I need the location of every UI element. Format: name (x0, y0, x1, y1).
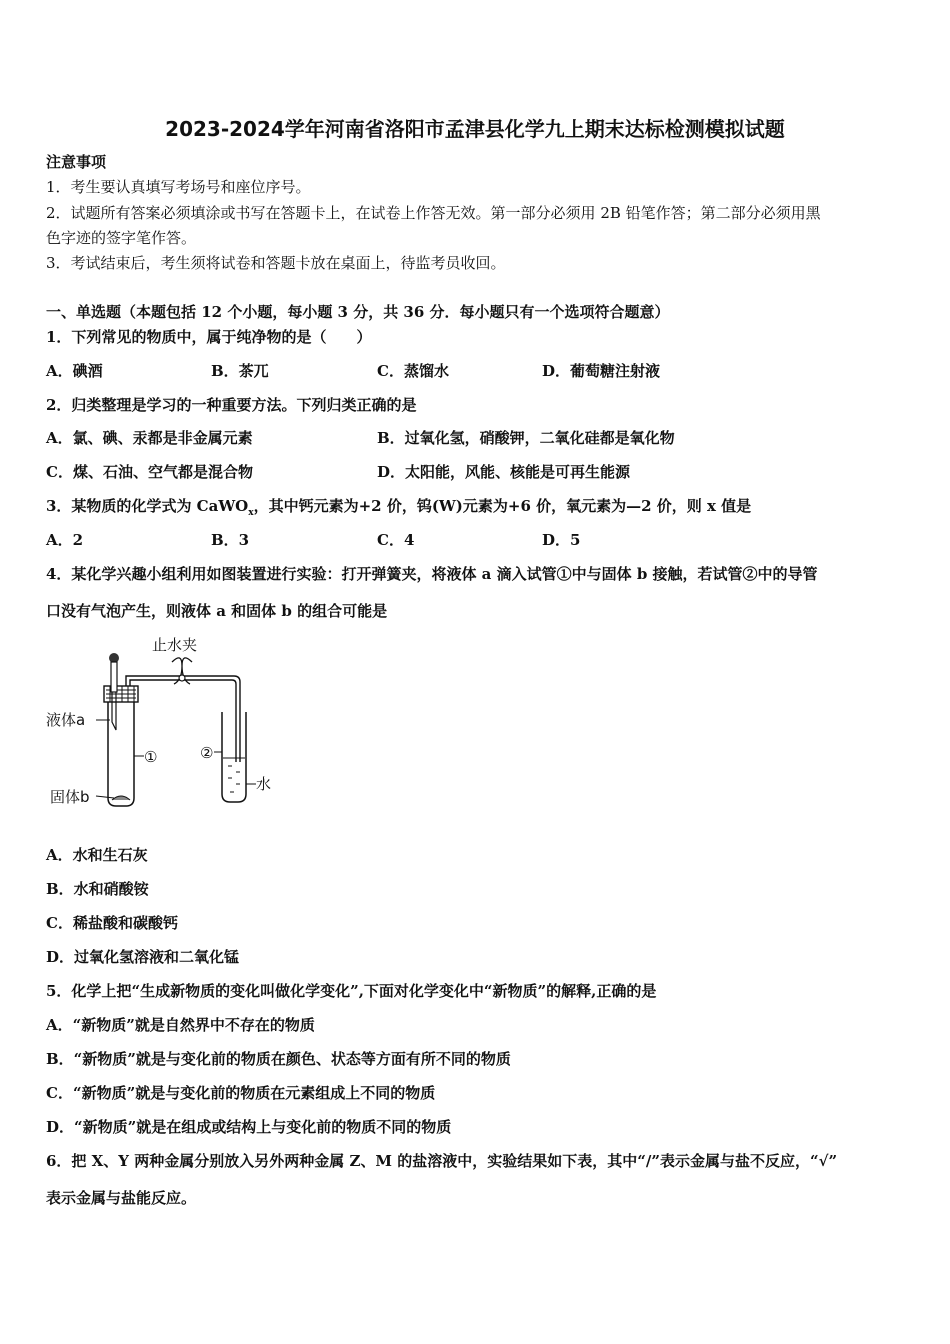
q3-option-a[interactable]: A．2 (46, 531, 84, 549)
q4-option-b[interactable]: B．水和硝酸铵 (46, 880, 149, 898)
q5-option-a[interactable]: A．“新物质”就是自然界中不存在的物质 (46, 1016, 315, 1034)
q1-option-d[interactable]: D．葡萄糖注射液 (542, 362, 661, 380)
notice-item: 色字迹的签字笔作答。 (46, 229, 197, 247)
q4-option-a[interactable]: A．水和生石灰 (46, 846, 148, 864)
clamp-label: 止水夹 (152, 636, 198, 654)
q2-option-d[interactable]: D．太阳能，风能、核能是可再生能源 (377, 463, 631, 481)
notice-item: 2．试题所有答案必须填涂或书写在答题卡上，在试卷上作答无效。第一部分必须用 2B 铅笔作答；第二部分必须用黑 (46, 204, 821, 222)
q3-option-b[interactable]: B．3 (211, 531, 250, 549)
q3-stem-text: 3．某物质的化学式为 CaWO (46, 497, 249, 515)
q3-stem-subscript: x (248, 508, 254, 518)
question-6-stem-cont: 表示金属与盐能反应。 (46, 1189, 197, 1207)
section-heading: 一、单选题（本题包括 12 个小题，每小题 3 分，共 36 分．每小题只有一个选项符合题意） (46, 303, 670, 321)
q3-option-c[interactable]: C．4 (377, 531, 415, 549)
tube-2-label: ② (200, 744, 214, 762)
solid-b-label: 固体b (50, 788, 90, 806)
question-4-stem: 4．某化学兴趣小组利用如图装置进行实验：打开弹簧夹，将液体 a 滴入试管①中与固体 b 接触，若试管②中的导管 (46, 565, 818, 583)
water-label: 水 (256, 775, 272, 793)
q1-option-a[interactable]: A．碘酒 (46, 362, 103, 380)
question-2-stem: 2．归类整理是学习的一种重要方法。下列归类正确的是 (46, 396, 417, 414)
q4-option-c[interactable]: C．稀盐酸和碳酸钙 (46, 914, 178, 932)
q5-option-b[interactable]: B．“新物质”就是与变化前的物质在颜色、状态等方面有所不同的物质 (46, 1050, 511, 1068)
notice-heading: 注意事项 (46, 153, 107, 171)
apparatus-diagram (44, 632, 284, 812)
dropper-tube (111, 662, 117, 692)
liquid-a-label: 液体a (46, 711, 86, 729)
notice-item: 1．考生要认真填写考场号和座位序号。 (46, 178, 311, 196)
question-3-stem (46, 496, 751, 523)
q2-option-a[interactable]: A．氯、碘、汞都是非金属元素 (46, 429, 253, 447)
test-tube-2 (222, 712, 246, 802)
q5-option-d[interactable]: D．“新物质”就是在组成或结构上与变化前的物质不同的物质 (46, 1118, 452, 1136)
clamp-pivot (179, 675, 185, 681)
question-4-stem-cont: 口没有气泡产生，则液体 a 和固体 b 的组合可能是 (46, 602, 388, 620)
solid-b (112, 796, 130, 800)
q2-option-c[interactable]: C．煤、石油、空气都是混合物 (46, 463, 253, 481)
q3-option-d[interactable]: D．5 (542, 531, 581, 549)
q2-option-b[interactable]: B．过氧化氢，硝酸钾，二氧化硅都是氧化物 (377, 429, 675, 447)
question-6-stem: 6．把 X、Y 两种金属分别放入另外两种金属 Z、M 的盐溶液中，实验结果如下表，其中“/”表示金属与盐不反应，“√” (46, 1152, 838, 1170)
page-title: 2023-2024学年河南省洛阳市孟津县化学九上期末达标检测模拟试题 (165, 117, 785, 141)
tube-1-label: ① (144, 748, 158, 766)
question-1-stem: 1．下列常见的物质中，属于纯净物的是（ ） (46, 328, 372, 346)
water-dashes (228, 766, 240, 792)
q4-option-d[interactable]: D．过氧化氢溶液和二氧化锰 (46, 948, 240, 966)
q3-stem-text: ，其中钙元素为+2 价，钨(W)元素为+6 价，氧元素为—2 价，则 x 值是 (253, 497, 752, 515)
q1-option-c[interactable]: C．蒸馏水 (377, 362, 449, 380)
q1-option-b[interactable]: B．茶兀 (211, 362, 269, 380)
question-5-stem: 5．化学上把“生成新物质的变化叫做化学变化”,下面对化学变化中“新物质”的解释,正确的是 (46, 982, 657, 1000)
q5-option-c[interactable]: C．“新物质”就是与变化前的物质在元素组成上不同的物质 (46, 1084, 436, 1102)
notice-item: 3．考试结束后，考生须将试卷和答题卡放在桌面上，待监考员收回。 (46, 254, 506, 272)
